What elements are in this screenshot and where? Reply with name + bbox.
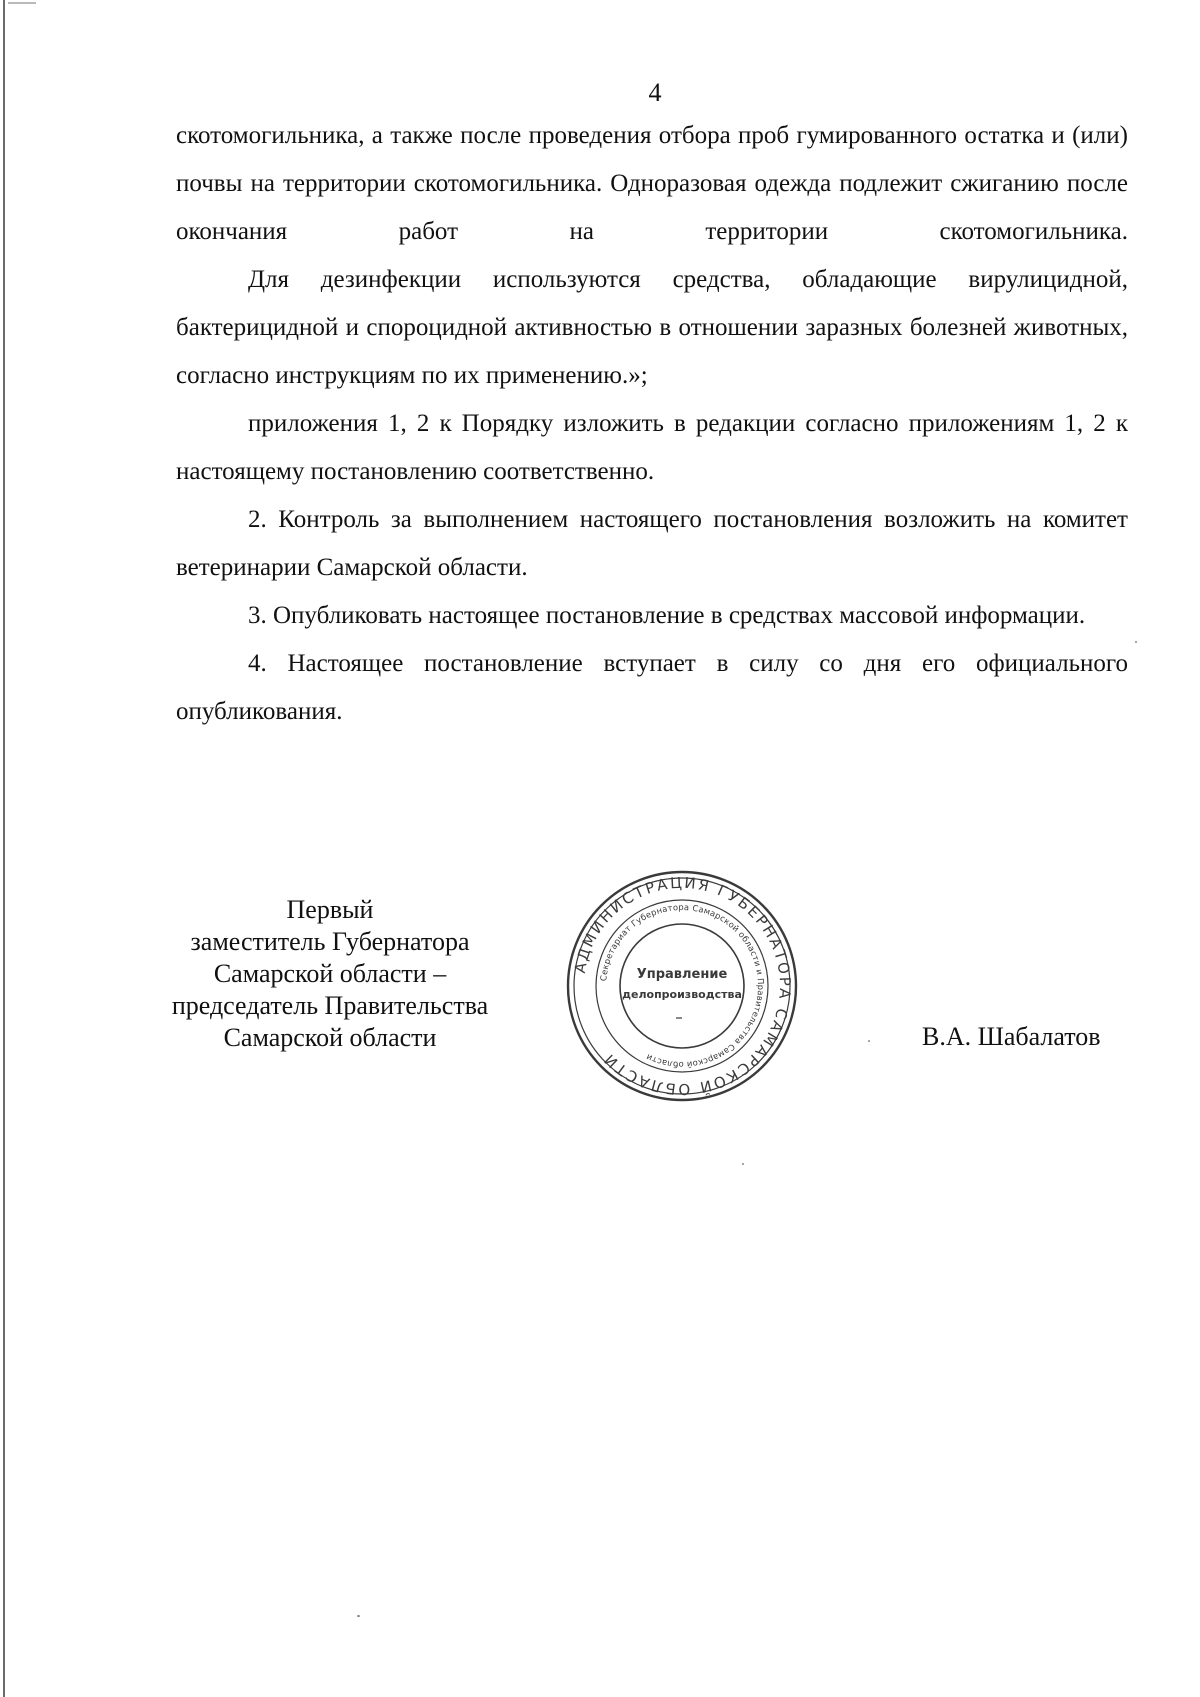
scan-speck	[742, 1163, 744, 1165]
scan-corner-mark	[8, 2, 36, 4]
signatory-position	[150, 894, 510, 1054]
signatory-position-line: Самарской области –	[213, 959, 447, 988]
paragraph-3: приложения 1, 2 к Порядку изложить в редакции согласно приложениям 1, 2 к настоящему постановлению соответственно.	[176, 410, 1128, 485]
paragraph-4: 2. Контроль за выполнением настоящего постановления возложить на комитет ветеринарии Самарской области.	[176, 506, 1128, 581]
signatory-position-line: Самарской области	[223, 1023, 437, 1052]
scan-speck	[868, 1040, 870, 1042]
stamp-inner-text: Секретариат Губернатора Самарской области и Правительства Самарской области	[598, 901, 767, 1071]
paragraph-5: 3. Опубликовать настоящее постановление в средствах массовой информации.	[248, 602, 1086, 629]
scan-speck	[357, 1615, 360, 1617]
stamp-center-line-1: Управление	[636, 967, 728, 982]
body-text	[176, 112, 1128, 736]
signatory-position-line: Первый	[286, 895, 374, 924]
paragraph-1: скотомогильника, а также после проведения отбора проб гумированного остатка и (или) почвы на территории скотомогильника. Одноразовая одежда подлежит сжиганию после окончания работ на территории скотомогильника.	[176, 122, 1128, 245]
official-stamp	[564, 868, 800, 1104]
signatory-position-line: заместитель Губернатора	[190, 927, 470, 956]
stamp-center-line-2: делопроизводства	[622, 988, 742, 1001]
stamp-outer-text: АДМИНИСТРАЦИЯ ГУБЕРНАТОРА САМАРСКОЙ ОБЛАСТИ	[570, 873, 795, 1099]
page-number: 4	[648, 78, 662, 107]
signatory-name: В.А. Шабалатов	[922, 1022, 1101, 1051]
signatory-position-line: председатель Правительства	[171, 991, 489, 1020]
paragraph-6: 4. Настоящее постановление вступает в силу со дня его официального опубликования.	[176, 650, 1128, 725]
paragraph-2: Для дезинфекции используются средства, обладающие вирулицидной, бактерицидной и спороцидной активностью в отношении заразных болезней животных, согласно инструкциям по их применению.»;	[176, 266, 1128, 389]
scan-speck	[1135, 641, 1137, 643]
stamp-seal-graphic	[564, 868, 800, 1104]
scan-left-edge	[3, 0, 5, 1697]
